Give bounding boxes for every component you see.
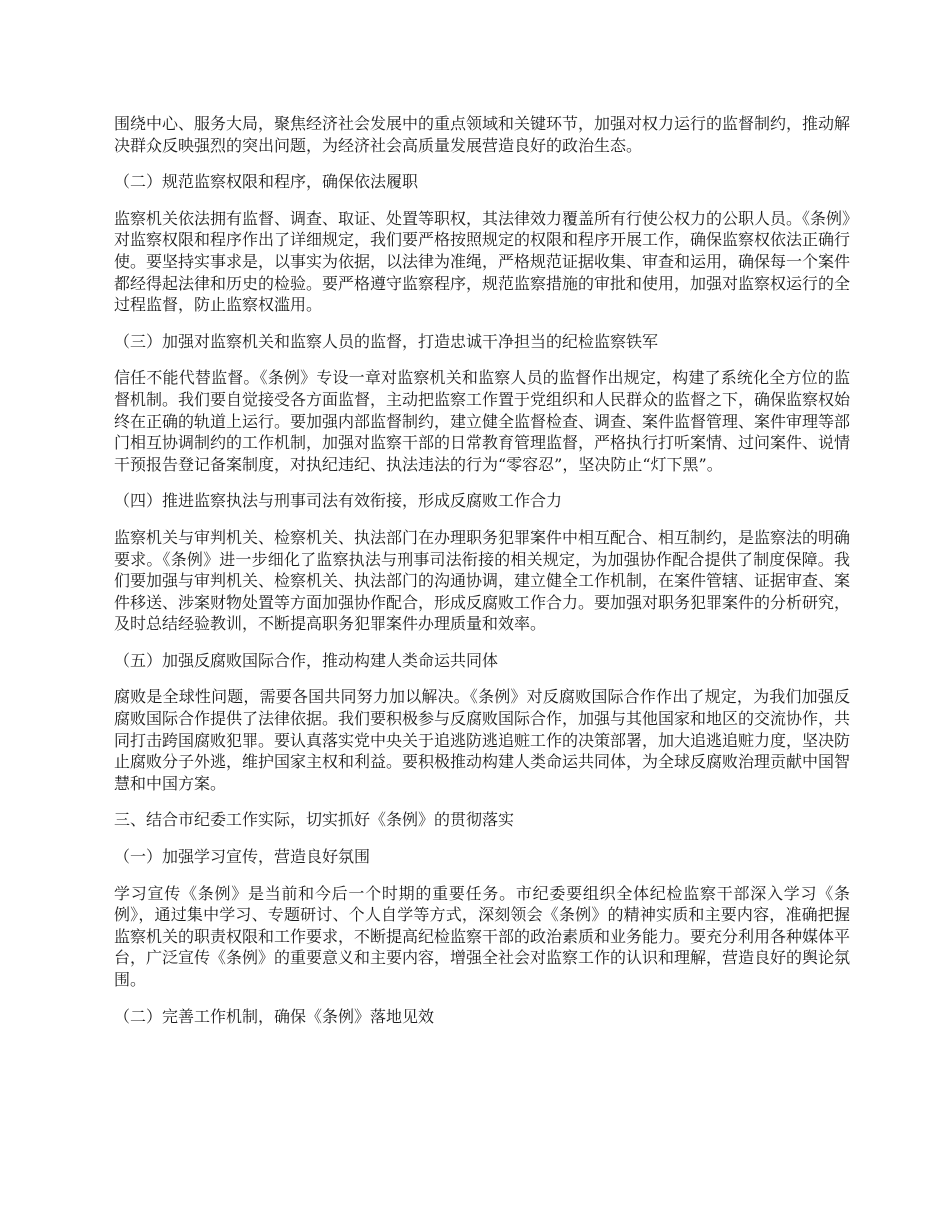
section-heading-2: （二）规范监察权限和程序，确保依法履职 <box>114 172 419 192</box>
paragraph-oversight: 信任不能代替监督。《条例》专设一章对监察机关和监察人员的监督作出规定，构建了系统化全方位的监督机制。我们要自觉接受各方面监督，主动把监察工作置于党组织和人民群众的监督之下，确保监察权始终在正确的轨道上运行。要加强内部监督制约，建立健全监督检查、调查、案件监督管理、案件审理等部门相互协调制约的工作机制，加强对监察干部的日常教育管理监督，严格执行打听案情、过问案件、说情干预报告登记备案制度，对执纪违纪、执法违法的行为“零容忍”，坚决防止“灯下黑”。 <box>114 368 851 474</box>
paragraph-supervision-authority: 监察机关依法拥有监督、调查、取证、处置等职权，其法律效力覆盖所有行使公权力的公职人员。《条例》对监察权限和程序作出了详细规定，我们要严格按照规定的权限和程序开展工作，确保监察权依法正确行使。要坚持实事求是，以事实为依据，以法律为准绳，严格规范证据收集、审查和运用，确保每一个案件都经得起法律和历史的检验。要严格遵守监察程序，规范监察措施的审批和使用，加强对监察权运行的全过程监督，防止监察权滥用。 <box>114 208 851 315</box>
subsection-heading-2: （二）完善工作机制，确保《条例》落地见效 <box>114 1006 435 1026</box>
paragraph-judicial-linkage: 监察机关与审判机关、检察机关、执法部门在办理职务犯罪案件中相互配合、相互制约，是监察法的明确要求。《条例》进一步细化了监察执法与刑事司法衔接的相关规定，为加强协作配合提供了制度保障。我们要加强与审判机关、检察机关、执法部门的沟通协调，建立健全工作机制，在案件管辖、证据审查、案件移送、涉案财物处置等方面加强协作配合，形成反腐败工作合力。要加强对职务犯罪案件的分析研究，及时总结经验教训，不断提高职务犯罪案件办理质量和效率。 <box>114 527 851 634</box>
paragraph-international: 腐败是全球性问题，需要各国共同努力加以解决。《条例》对反腐败国际合作作出了规定，为我们加强反腐败国际合作提供了法律依据。我们要积极参与反腐败国际合作，加强与其他国家和地区的交流协作，共同打击跨国腐败犯罪。要认真落实党中央关于追逃防逃追赃工作的决策部署，加大追逃追赃力度，坚决防止腐败分子外逃，维护国家主权和利益。要积极推动构建人类命运共同体，为全球反腐败治理贡献中国智慧和中国方案。 <box>114 687 851 793</box>
section-heading-5: （五）加强反腐败国际合作，推动构建人类命运共同体 <box>114 650 499 670</box>
paragraph-study-publicity: 学习宣传《条例》是当前和今后一个时期的重要任务。市纪委要组织全体纪检监察干部深入学习《条例》，通过集中学习、专题研讨、个人自学等方式，深刻领会《条例》的精神实质和主要内容，准确把握监察机关的职责权限和工作要求，不断提高纪检监察干部的政治素质和业务能力。要充分利用各种媒体平台，广泛宣传《条例》的重要意义和主要内容，增强全社会对监察工作的认识和理解，营造良好的舆论氛围。 <box>114 883 851 989</box>
section-heading-3: （三）加强对监察机关和监察人员的监督，打造忠诚干净担当的纪检监察铁军 <box>114 331 659 351</box>
subsection-heading-1: （一）加强学习宣传，营造良好氛围 <box>114 847 371 867</box>
document-page <box>114 113 850 1042</box>
chapter-heading-3: 三、结合市纪委工作实际，切实抓好《条例》的贯彻落实 <box>114 810 515 830</box>
section-heading-4: （四）推进监察执法与刑事司法有效衔接，形成反腐败工作合力 <box>114 491 563 511</box>
paragraph-intro: 围绕中心、服务大局，聚焦经济社会发展中的重点领域和关键环节，加强对权力运行的监督制约，推动解决群众反映强烈的突出问题，为经济社会高质量发展营造良好的政治生态。 <box>114 114 851 155</box>
